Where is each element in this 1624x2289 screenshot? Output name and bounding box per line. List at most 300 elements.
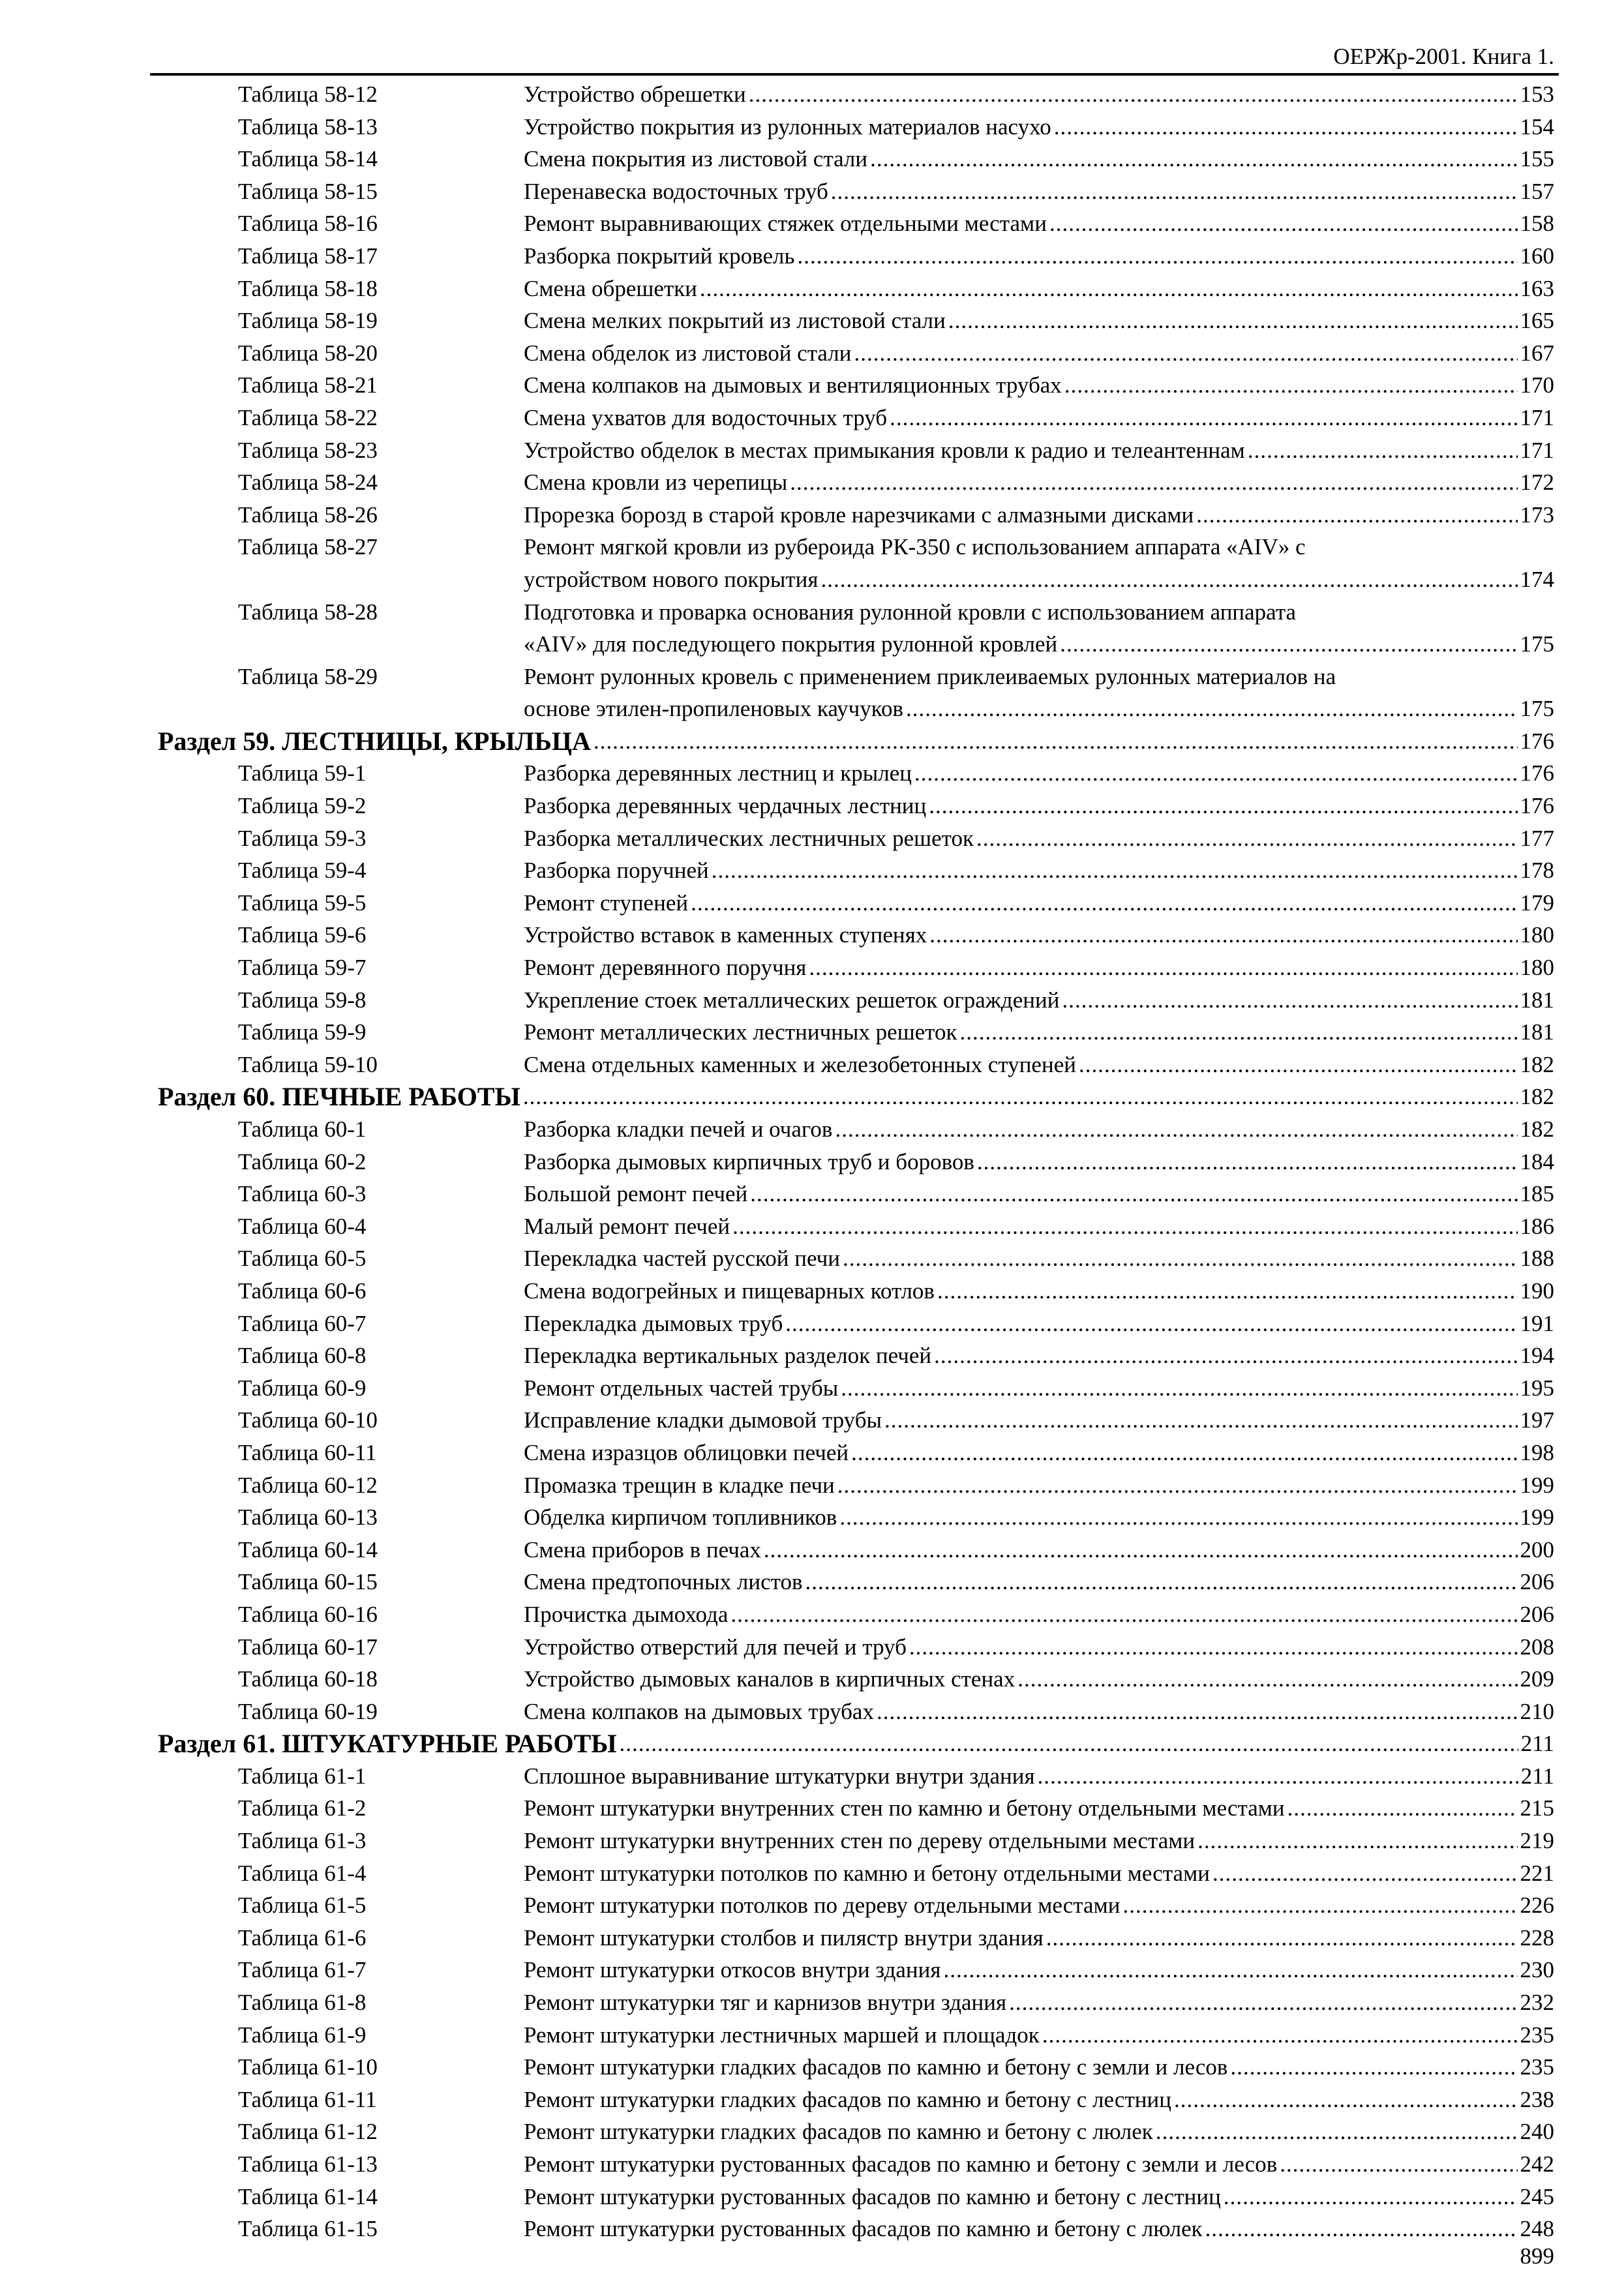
dot-leader xyxy=(1062,984,1517,1017)
toc-table-entry[interactable] xyxy=(0,1437,1624,1469)
entry-page: 248 xyxy=(1520,2216,1554,2242)
dot-leader xyxy=(1046,1922,1518,1954)
dot-leader xyxy=(1122,1889,1517,1922)
entry-title: Ремонт деревянного поручня xyxy=(524,955,807,981)
entry-title: Смена колпаков на дымовых трубах xyxy=(524,1698,874,1724)
table-label: Таблица 58-21 xyxy=(238,372,378,398)
entry-title: Ремонт рулонных кровель с применением приклеиваемых рулонных материалов на xyxy=(524,663,1336,689)
entry-title-row xyxy=(524,1178,1554,1210)
entry-title: Смена изразцов облицовки печей xyxy=(524,1439,849,1465)
table-label: Таблица 61-13 xyxy=(238,2151,378,2177)
dot-leader xyxy=(929,919,1517,951)
entry-title: Устройство дымовых каналов в кирпичных стенах xyxy=(524,1666,1015,1692)
entry-page: 198 xyxy=(1520,1439,1554,1465)
entry-page: 242 xyxy=(1520,2151,1554,2177)
entry-title-row xyxy=(524,1696,1554,1728)
entry-title: Устройство вставок в каменных ступенях xyxy=(524,922,927,948)
entry-title-row xyxy=(524,337,1554,370)
entry-page: 210 xyxy=(1520,1698,1554,1724)
toc-table-entry[interactable] xyxy=(0,2084,1624,2116)
header-rule xyxy=(150,73,1559,76)
entry-title: Смена отдельных каменных и железобетонных ступеней xyxy=(524,1051,1076,1077)
toc-table-entry[interactable] xyxy=(0,1178,1624,1210)
toc-table-entry[interactable] xyxy=(0,2148,1624,2181)
toc-table-entry[interactable] xyxy=(0,1275,1624,1308)
section-page: 176 xyxy=(1520,728,1554,754)
entry-title-row xyxy=(524,1825,1554,1857)
table-label: Таблица 58-13 xyxy=(238,113,378,140)
entry-title: Большой ремонт печей xyxy=(524,1181,748,1207)
toc-table-entry[interactable] xyxy=(0,2116,1624,2148)
dot-leader xyxy=(835,1113,1517,1146)
entry-title: Подготовка и проварка основания рулонной кровли с использованием аппарата xyxy=(524,599,1297,625)
entry-page: 184 xyxy=(1520,1148,1554,1174)
toc-section-entry[interactable] xyxy=(0,1081,1624,1113)
dot-leader xyxy=(1064,369,1518,402)
toc-table-entry[interactable] xyxy=(0,402,1624,434)
dot-leader xyxy=(877,1696,1518,1728)
table-label: Таблица 59-4 xyxy=(238,858,367,884)
entry-page: 197 xyxy=(1520,1407,1554,1433)
entry-title-row xyxy=(524,596,1554,629)
dot-leader xyxy=(1287,1792,1518,1825)
dot-leader xyxy=(1197,1825,1517,1857)
table-label: Таблица 60-15 xyxy=(238,1569,378,1595)
entry-title-row xyxy=(524,1210,1554,1243)
table-label: Таблица 60-1 xyxy=(238,1116,367,1142)
section-page: 211 xyxy=(1520,1731,1554,1757)
dot-leader xyxy=(1060,628,1517,661)
dot-leader xyxy=(843,1242,1518,1275)
table-label: Таблица 58-23 xyxy=(238,437,378,463)
toc-table-entry[interactable] xyxy=(0,1986,1624,2019)
entry-title: Перекладка частей русской печи xyxy=(524,1246,840,1272)
dot-leader xyxy=(785,1308,1517,1340)
section-title: Раздел 59. ЛЕСТНИЦЫ, КРЫЛЬЦА xyxy=(158,726,591,756)
toc-table-entry[interactable] xyxy=(0,2213,1624,2245)
running-header: ОЕРЖр-2001. Книга 1. xyxy=(1333,44,1554,69)
toc-table-entry[interactable] xyxy=(0,1792,1624,1825)
dot-leader xyxy=(594,725,1518,758)
entry-title-row xyxy=(524,854,1554,887)
entry-page: 180 xyxy=(1520,955,1554,981)
table-label: Таблица 60-9 xyxy=(238,1375,367,1401)
table-label: Таблица 60-2 xyxy=(238,1148,367,1174)
dot-leader xyxy=(948,305,1518,337)
table-label: Таблица 58-26 xyxy=(238,501,378,528)
toc-table-entry[interactable] xyxy=(0,596,1624,629)
section-row xyxy=(158,725,1554,758)
table-label: Таблица 61-4 xyxy=(238,1860,367,1886)
toc-table-entry[interactable] xyxy=(0,757,1624,790)
entry-title: Ремонт штукатурки столбов и пилястр внутри здания xyxy=(524,1924,1044,1951)
entry-page: 200 xyxy=(1520,1536,1554,1563)
toc-table-entry[interactable] xyxy=(0,78,1624,111)
toc-table-entry[interactable] xyxy=(0,1242,1624,1275)
toc-table-entry[interactable] xyxy=(0,1598,1624,1631)
entry-page: 199 xyxy=(1520,1472,1554,1498)
entry-title: Ремонт штукатурки откосов внутри здания xyxy=(524,1957,941,1983)
dot-leader xyxy=(837,1469,1518,1502)
toc-table-entry[interactable] xyxy=(0,984,1624,1017)
toc-table-entry[interactable] xyxy=(0,1210,1624,1243)
entry-title-row xyxy=(524,240,1554,273)
entry-title-row xyxy=(524,1534,1554,1566)
dot-leader xyxy=(937,1275,1518,1308)
entry-title: Разборка поручней xyxy=(524,858,709,884)
entry-title-row xyxy=(524,2019,1554,2052)
section-page: 182 xyxy=(1520,1084,1554,1110)
entry-title-row xyxy=(524,175,1554,208)
toc-table-entry[interactable] xyxy=(0,305,1624,337)
entry-page: 215 xyxy=(1520,1795,1554,1821)
table-label: Таблица 60-19 xyxy=(238,1698,378,1724)
toc-table-entry[interactable] xyxy=(0,466,1624,499)
dot-leader xyxy=(929,790,1517,822)
entry-page: 176 xyxy=(1520,793,1554,819)
entry-title-row xyxy=(524,1598,1554,1631)
table-label: Таблица 61-12 xyxy=(238,2119,378,2145)
entry-title-row xyxy=(524,434,1554,467)
entry-page: 211 xyxy=(1520,1763,1554,1789)
entry-title-row xyxy=(524,693,1554,725)
table-label: Таблица 58-18 xyxy=(238,275,378,301)
table-label: Таблица 60-11 xyxy=(238,1439,377,1465)
toc-table-entry[interactable] xyxy=(0,1663,1624,1696)
table-label: Таблица 60-14 xyxy=(238,1536,378,1563)
entry-title-row xyxy=(524,111,1554,143)
dot-leader xyxy=(1248,434,1518,467)
dot-leader xyxy=(1174,2084,1518,2116)
dot-leader xyxy=(960,1016,1518,1049)
entry-title-row xyxy=(524,887,1554,920)
entry-page: 206 xyxy=(1520,1569,1554,1595)
dot-leader xyxy=(884,1404,1517,1437)
entry-title: Смена обделок из листовой стали xyxy=(524,340,852,366)
entry-title: «AIV» для последующего покрытия рулонной кровлей xyxy=(524,631,1058,657)
table-label: Таблица 61-14 xyxy=(238,2183,378,2209)
toc-table-entry[interactable] xyxy=(0,1049,1624,1081)
toc-table-entry[interactable] xyxy=(0,2051,1624,2084)
entry-title-row xyxy=(524,1760,1554,1793)
entry-title: Ремонт штукатурки лестничных маршей и площадок xyxy=(524,2022,1040,2048)
entry-page: 230 xyxy=(1520,1957,1554,1983)
toc-table-entry[interactable] xyxy=(0,1566,1624,1598)
table-label: Таблица 61-8 xyxy=(238,1990,367,2016)
entry-title-row xyxy=(524,1663,1554,1696)
toc-table-entry[interactable] xyxy=(0,661,1624,693)
entry-page: 194 xyxy=(1520,1343,1554,1369)
entry-title: Ремонт штукатурки тяг и карнизов внутри здания xyxy=(524,1990,1007,2016)
toc-table-entry[interactable] xyxy=(0,434,1624,467)
table-label: Таблица 60-7 xyxy=(238,1310,367,1336)
entry-page: 172 xyxy=(1520,470,1554,496)
dot-leader xyxy=(976,822,1518,855)
table-label: Таблица 60-17 xyxy=(238,1634,378,1660)
toc-table-entry[interactable] xyxy=(0,499,1624,531)
toc-table-entry[interactable] xyxy=(0,1308,1624,1340)
entry-title: Ремонт штукатурки потолков по дереву отдельными местами xyxy=(524,1893,1120,1919)
table-label: Таблица 59-8 xyxy=(238,987,367,1013)
dot-leader xyxy=(1009,1986,1517,2019)
entry-page: 160 xyxy=(1520,243,1554,269)
entry-page: 228 xyxy=(1520,1924,1554,1951)
entry-title: Исправление кладки дымовой трубы xyxy=(524,1407,882,1433)
toc-table-entry[interactable] xyxy=(0,1954,1624,1986)
table-label: Таблица 58-24 xyxy=(238,470,378,496)
toc-table-entry[interactable] xyxy=(0,2019,1624,2052)
toc-table-entry[interactable] xyxy=(0,369,1624,402)
entry-page: 154 xyxy=(1520,113,1554,140)
dot-leader xyxy=(1038,1760,1518,1793)
entry-title: Ремонт штукатурки потолков по камню и бетону отдельными местами xyxy=(524,1860,1210,1886)
toc-table-entry[interactable] xyxy=(0,337,1624,370)
table-label: Таблица 61-15 xyxy=(238,2216,378,2242)
dot-leader xyxy=(790,466,1517,499)
entry-title: Разборка металлических лестничных решеток xyxy=(524,825,974,851)
entry-title-row xyxy=(524,1437,1554,1469)
entry-title: Смена приборов в печах xyxy=(524,1536,761,1563)
toc-table-entry[interactable] xyxy=(0,1372,1624,1405)
entry-title-row xyxy=(524,563,1554,596)
entry-title-row xyxy=(524,273,1554,305)
entry-page: 208 xyxy=(1520,1634,1554,1660)
dot-leader xyxy=(750,1178,1517,1210)
toc-table-entry[interactable] xyxy=(0,1469,1624,1502)
entry-title: Прочистка дымохода xyxy=(524,1601,729,1627)
entry-title-row xyxy=(524,951,1554,984)
toc-table-entry[interactable] xyxy=(0,143,1624,175)
table-label: Таблица 60-4 xyxy=(238,1213,367,1239)
toc-table-entry[interactable] xyxy=(0,1339,1624,1372)
entry-title: Ремонт штукатурки внутренних стен по дереву отдельными местами xyxy=(524,1828,1195,1854)
table-label: Таблица 60-13 xyxy=(238,1504,378,1531)
table-label: Таблица 59-2 xyxy=(238,793,367,819)
toc-table-entry[interactable] xyxy=(0,1922,1624,1954)
entry-title: Ремонт мягкой кровли из рубероида РК-350 с использованием аппарата «AIV» с xyxy=(524,534,1306,560)
toc-table-entry[interactable] xyxy=(0,790,1624,822)
entry-title-row xyxy=(524,207,1554,240)
toc-table-entry[interactable] xyxy=(0,273,1624,305)
dot-leader xyxy=(523,1081,1518,1113)
table-label: Таблица 60-5 xyxy=(238,1246,367,1272)
table-label: Таблица 58-29 xyxy=(238,663,378,689)
table-label: Таблица 61-1 xyxy=(238,1763,367,1789)
entry-title: Перекладка дымовых труб xyxy=(524,1310,783,1336)
entry-title: Устройство обделок в местах примыкания кровли к радио и телеантеннам xyxy=(524,437,1245,463)
toc-table-entry[interactable] xyxy=(0,1631,1624,1664)
table-label: Таблица 61-10 xyxy=(238,2054,378,2080)
entry-title-row xyxy=(524,919,1554,951)
entry-title: Смена мелких покрытий из листовой стали xyxy=(524,308,946,334)
dot-leader xyxy=(854,337,1517,370)
entry-title-row xyxy=(524,531,1554,563)
entry-page: 221 xyxy=(1520,1860,1554,1886)
entry-page: 171 xyxy=(1520,404,1554,430)
toc-table-entry[interactable] xyxy=(0,1825,1624,1857)
toc-table-entry[interactable] xyxy=(0,854,1624,887)
entry-title-row xyxy=(524,305,1554,337)
entry-title-row xyxy=(524,143,1554,175)
entry-title: Разборка дымовых кирпичных труб и боровов xyxy=(524,1148,974,1174)
entry-title: Ремонт металлических лестничных решеток xyxy=(524,1019,957,1045)
entry-page: 165 xyxy=(1520,308,1554,334)
dot-leader xyxy=(1042,2019,1518,2052)
toc-section-entry[interactable] xyxy=(0,1728,1624,1760)
toc-table-entry[interactable] xyxy=(0,919,1624,951)
toc-table-entry[interactable] xyxy=(0,1146,1624,1178)
dot-leader xyxy=(909,1631,1518,1664)
entry-title: Прорезка борозд в старой кровле нарезчиками с алмазными дисками xyxy=(524,501,1194,528)
dot-leader xyxy=(1280,2148,1517,2181)
entry-title: Разборка деревянных лестниц и крылец xyxy=(524,760,912,786)
table-label: Таблица 58-12 xyxy=(238,82,378,107)
entry-page: 174 xyxy=(1520,566,1554,592)
entry-page: 191 xyxy=(1520,1310,1554,1336)
entry-title: основе этилен-пропиленовых каучуков xyxy=(524,696,903,722)
entry-page: 175 xyxy=(1520,696,1554,722)
entry-page: 176 xyxy=(1520,760,1554,786)
entry-title: Ремонт штукатурки внутренних стен по камню и бетону отдельными местами xyxy=(524,1795,1285,1821)
entry-title: Разборка покрытий кровель xyxy=(524,243,795,269)
entry-title: Ремонт штукатурки гладких фасадов по камню и бетону с люлек xyxy=(524,2119,1153,2145)
toc-table-entry[interactable] xyxy=(0,887,1624,920)
section-row xyxy=(158,1081,1554,1113)
toc-table-entry[interactable] xyxy=(0,111,1624,143)
dot-leader xyxy=(890,402,1517,434)
entry-page: 180 xyxy=(1520,922,1554,948)
toc-table-entry[interactable] xyxy=(0,531,1624,563)
dot-leader xyxy=(1054,111,1518,143)
entry-title-row xyxy=(524,1339,1554,1372)
entry-title: Ремонт ступеней xyxy=(524,890,689,916)
entry-page: 206 xyxy=(1520,1601,1554,1627)
entry-title: Устройство покрытия из рулонных материалов насухо xyxy=(524,113,1051,140)
toc-table-entry[interactable] xyxy=(0,1534,1624,1566)
entry-title-row xyxy=(524,1631,1554,1664)
entry-title-row xyxy=(524,661,1554,693)
dot-leader xyxy=(820,563,1517,596)
entry-title: Ремонт штукатурки рустованных фасадов по камню и бетону с люлек xyxy=(524,2216,1203,2242)
table-label: Таблица 60-10 xyxy=(238,1407,378,1433)
toc-table-entry[interactable] xyxy=(0,1857,1624,1890)
entry-page: 232 xyxy=(1520,1990,1554,2016)
entry-title-row xyxy=(524,1372,1554,1405)
entry-title-row xyxy=(524,1922,1554,1954)
toc-table-entry[interactable] xyxy=(0,1889,1624,1922)
entry-title-row xyxy=(524,1242,1554,1275)
entry-page: 199 xyxy=(1520,1504,1554,1531)
dot-leader xyxy=(620,1728,1518,1760)
dot-leader xyxy=(1156,2116,1518,2148)
table-label: Таблица 61-5 xyxy=(238,1893,367,1919)
toc-table-entry[interactable] xyxy=(0,207,1624,240)
entry-title: Промазка трещин в кладке печи xyxy=(524,1472,835,1498)
entry-title-row xyxy=(524,1113,1554,1146)
dot-leader xyxy=(805,1566,1518,1598)
dot-leader xyxy=(1212,1857,1518,1890)
entry-page: 181 xyxy=(1520,987,1554,1013)
dot-leader xyxy=(851,1437,1517,1469)
table-label: Таблица 59-9 xyxy=(238,1019,367,1045)
entry-title-row xyxy=(524,1986,1554,2019)
entry-page: 178 xyxy=(1520,858,1554,884)
entry-title-row xyxy=(524,1889,1554,1922)
toc-table-entry[interactable] xyxy=(0,1696,1624,1728)
entry-title-row xyxy=(524,822,1554,855)
toc-table-entry[interactable] xyxy=(0,1760,1624,1793)
toc-table-entry-continuation[interactable] xyxy=(0,628,1624,661)
table-label: Таблица 60-16 xyxy=(238,1601,378,1627)
dot-leader xyxy=(1196,499,1517,531)
toc-table-entry[interactable] xyxy=(0,951,1624,984)
entry-title-row xyxy=(524,984,1554,1017)
entry-page: 190 xyxy=(1520,1278,1554,1304)
entry-title: Ремонт выравнивающих стяжек отдельными местами xyxy=(524,211,1047,237)
table-of-contents xyxy=(0,78,1624,2245)
entry-title: Обделка кирпичом топливников xyxy=(524,1504,837,1531)
toc-table-entry[interactable] xyxy=(0,1501,1624,1534)
toc-table-entry[interactable] xyxy=(0,2181,1624,2213)
entry-title-row xyxy=(524,1146,1554,1178)
entry-page: 219 xyxy=(1520,1828,1554,1854)
toc-table-entry[interactable] xyxy=(0,1113,1624,1146)
toc-table-entry[interactable] xyxy=(0,175,1624,208)
entry-title-row xyxy=(524,2051,1554,2084)
entry-title-row xyxy=(524,790,1554,822)
entry-title-row xyxy=(524,757,1554,790)
dot-leader xyxy=(841,1372,1517,1405)
entry-title: Смена предтопочных листов xyxy=(524,1569,803,1595)
entry-title-row xyxy=(524,1404,1554,1437)
entry-page: 226 xyxy=(1520,1893,1554,1919)
entry-title: Разборка деревянных чердачных лестниц xyxy=(524,793,927,819)
toc-table-entry[interactable] xyxy=(0,240,1624,273)
entry-title-row xyxy=(524,369,1554,402)
entry-page: 238 xyxy=(1520,2086,1554,2112)
entry-title: Ремонт штукатурки гладких фасадов по камню и бетону с земли и лесов xyxy=(524,2054,1228,2080)
entry-page: 186 xyxy=(1520,1213,1554,1239)
entry-title: Укрепление стоек металлических решеток ограждений xyxy=(524,987,1060,1013)
entry-title: Перенавеска водосточных труб xyxy=(524,178,828,204)
toc-table-entry-continuation[interactable] xyxy=(0,693,1624,725)
dot-leader xyxy=(870,143,1517,175)
toc-table-entry[interactable] xyxy=(0,822,1624,855)
entry-title-row xyxy=(524,2148,1554,2181)
table-label: Таблица 59-1 xyxy=(238,760,367,786)
entry-title-row xyxy=(524,499,1554,531)
dot-leader xyxy=(943,1954,1517,1986)
dot-leader xyxy=(914,757,1517,790)
toc-table-entry-continuation[interactable] xyxy=(0,563,1624,596)
dot-leader xyxy=(764,1534,1518,1566)
dot-leader xyxy=(700,273,1518,305)
dot-leader xyxy=(1224,2181,1518,2213)
toc-table-entry[interactable] xyxy=(0,1016,1624,1049)
entry-title: Ремонт штукатурки гладких фасадов по камню и бетону с лестниц xyxy=(524,2086,1171,2112)
table-label: Таблица 61-3 xyxy=(238,1828,367,1854)
dot-leader xyxy=(712,854,1518,887)
entry-title-row xyxy=(524,2213,1554,2245)
dot-leader xyxy=(934,1339,1517,1372)
dot-leader xyxy=(797,240,1517,273)
dot-leader xyxy=(730,1598,1517,1631)
entry-title: Ремонт штукатурки рустованных фасадов по камню и бетону с лестниц xyxy=(524,2183,1221,2209)
entry-title-row xyxy=(524,466,1554,499)
toc-section-entry[interactable] xyxy=(0,725,1624,758)
toc-table-entry[interactable] xyxy=(0,1404,1624,1437)
entry-page: 235 xyxy=(1520,2022,1554,2048)
